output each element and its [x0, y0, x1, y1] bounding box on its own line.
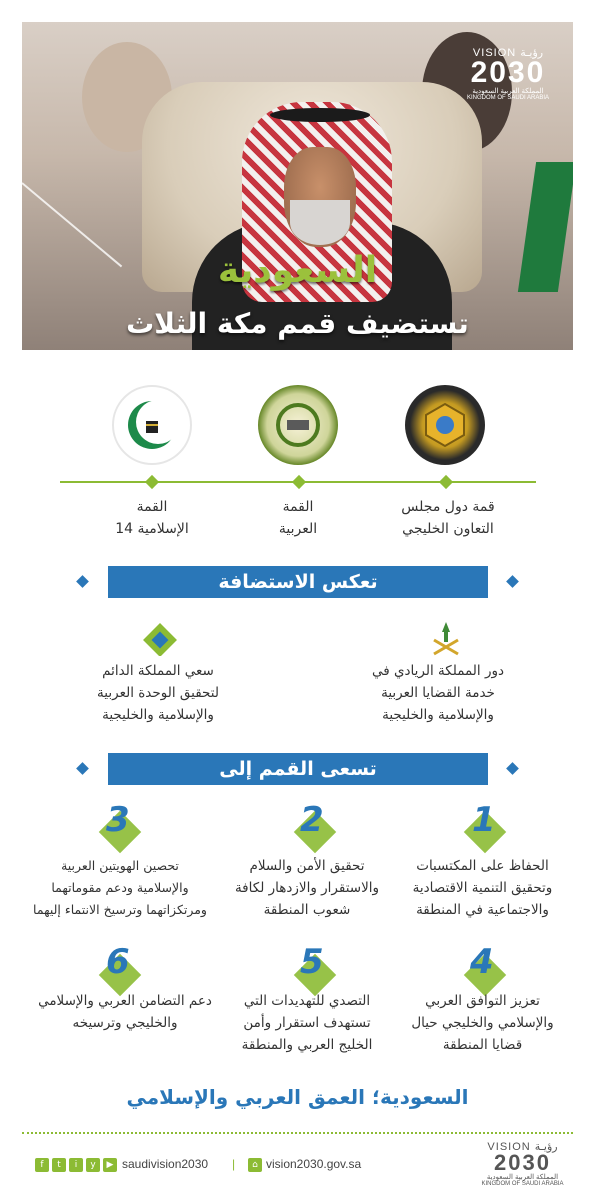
goal-line: والإسلامية ودعم مقوماتهما: [51, 880, 189, 895]
vision-label: VISION رؤيـة: [472, 47, 544, 59]
summit-label-line: القمة: [282, 499, 314, 515]
hero-subtitle: تستضيف قمم مكة الثلاث: [126, 307, 469, 340]
footer-separator: |: [232, 1157, 236, 1171]
vision-label: VISION رؤيـة: [487, 1141, 558, 1153]
footer-vision-logo: [480, 1140, 565, 1187]
timeline-dot: [439, 475, 453, 489]
summit-label-line: القمة: [136, 499, 168, 515]
goal-line: تحصين الهويتين العربية: [61, 858, 179, 873]
instagram-icon[interactable]: i: [69, 1158, 83, 1172]
banner-dot: [76, 575, 89, 588]
footer-divider: [22, 1132, 573, 1134]
tagline: السعودية؛ العمق العربي والإسلامي: [126, 1085, 469, 1109]
point-line: والإسلامية والخليجية: [382, 707, 494, 723]
point-line: خدمة القضايا العربية: [381, 685, 495, 701]
goal-line: وتحقيق التنمية الاقتصادية: [412, 880, 553, 896]
vision-en: KINGDOM OF SAUDI ARABIA: [481, 1181, 564, 1187]
goal-line: شعوب المنطقة: [263, 902, 351, 918]
goal-1: [390, 855, 575, 921]
saudi-emblem-icon: [430, 620, 462, 656]
unity-emblem-icon: [143, 620, 177, 656]
vision-ar: المملكة العربية السعودية: [486, 1174, 559, 1181]
hero-image: [22, 22, 573, 350]
timeline-dot: [292, 475, 306, 489]
goal-line: دعم التضامن العربي والإسلامي: [38, 993, 212, 1009]
goal-line: الحفاظ على المكتسبات: [416, 858, 549, 874]
goal-line: والإسلامي والخليجي حيال: [411, 1015, 554, 1031]
summit-label-gcc: [378, 496, 518, 540]
goal-2: [212, 855, 402, 921]
website-link[interactable]: vision2030.gov.sa: [266, 1157, 362, 1171]
home-icon[interactable]: ⌂: [248, 1158, 262, 1172]
vision-ar: المملكة العربية السعودية: [472, 88, 544, 95]
social-handle[interactable]: saudivision2030: [122, 1157, 209, 1171]
hosting-point-unity: [38, 660, 278, 726]
hosting-point-leadership: [318, 660, 558, 726]
vision-year: 2030: [470, 56, 546, 89]
goal-number: 6: [106, 942, 130, 982]
goal-line: تعزيز التوافق العربي: [425, 993, 540, 1009]
facebook-icon[interactable]: f: [35, 1158, 49, 1172]
summit-label-arab: [228, 496, 368, 540]
hero-title: السعودية: [217, 250, 378, 291]
summit-label-islamic: [82, 496, 222, 540]
summit-label-line: التعاون الخليجي: [402, 521, 494, 537]
goal-line: التصدي للتهديدات التي: [243, 993, 371, 1009]
goal-3: [20, 855, 220, 921]
vision-en: KINGDOM OF SAUDI ARABIA: [466, 95, 549, 101]
point-line: لتحقيق الوحدة العربية: [97, 685, 219, 701]
goal-line: تستهدف استقرار وأمن: [243, 1015, 371, 1031]
summit-label-line: الإسلامية 14: [115, 521, 189, 537]
point-line: والإسلامية والخليجية: [102, 707, 214, 723]
goal-number: 4: [470, 942, 494, 982]
banner-dot: [506, 575, 519, 588]
summit-label-line: قمة دول مجلس: [401, 499, 495, 515]
agal: [270, 108, 370, 122]
goal-line: والاستقرار والازدهار لكافة: [234, 880, 380, 896]
goal-line: والاجتماعية في المنطقة: [416, 902, 549, 918]
goal-number: 3: [106, 800, 130, 840]
vision-logo: [463, 46, 553, 101]
section-banner-goals: تسعى القمم إلى: [108, 753, 488, 785]
banner-dot: [506, 762, 519, 775]
goal-line: ومرتكزاتهما وترسيخ الانتماء إليهما: [33, 902, 207, 917]
timeline-dot: [145, 475, 159, 489]
goal-4: [390, 990, 575, 1056]
gcc-emblem-icon: [405, 385, 485, 465]
banner-dot: [76, 762, 89, 775]
play-icon[interactable]: ▶: [103, 1158, 117, 1172]
oic-emblem-icon: [112, 385, 192, 465]
youtube-icon[interactable]: y: [86, 1158, 100, 1172]
summit-label-line: العربية: [278, 521, 318, 537]
arab-league-emblem-icon: [258, 385, 338, 465]
goal-line: والخليجي وترسيخه: [72, 1015, 178, 1031]
section-banner-hosting: تعكس الاستضافة: [108, 566, 488, 598]
goal-number: 2: [300, 800, 324, 840]
goal-number: 5: [300, 942, 324, 982]
point-line: دور المملكة الريادي في: [371, 663, 505, 679]
goal-line: قضايا المنطقة: [442, 1037, 523, 1053]
twitter-icon[interactable]: t: [52, 1158, 66, 1172]
vision-year: 2030: [494, 1150, 551, 1175]
beard: [290, 200, 350, 245]
goal-line: الخليج العربي والمنطقة: [241, 1037, 373, 1053]
point-line: سعي المملكة الدائم: [102, 663, 214, 679]
goal-line: تحقيق الأمن والسلام: [249, 858, 365, 874]
goal-number: 1: [472, 800, 496, 840]
goal-5: [212, 990, 402, 1056]
goal-6: [30, 990, 220, 1034]
